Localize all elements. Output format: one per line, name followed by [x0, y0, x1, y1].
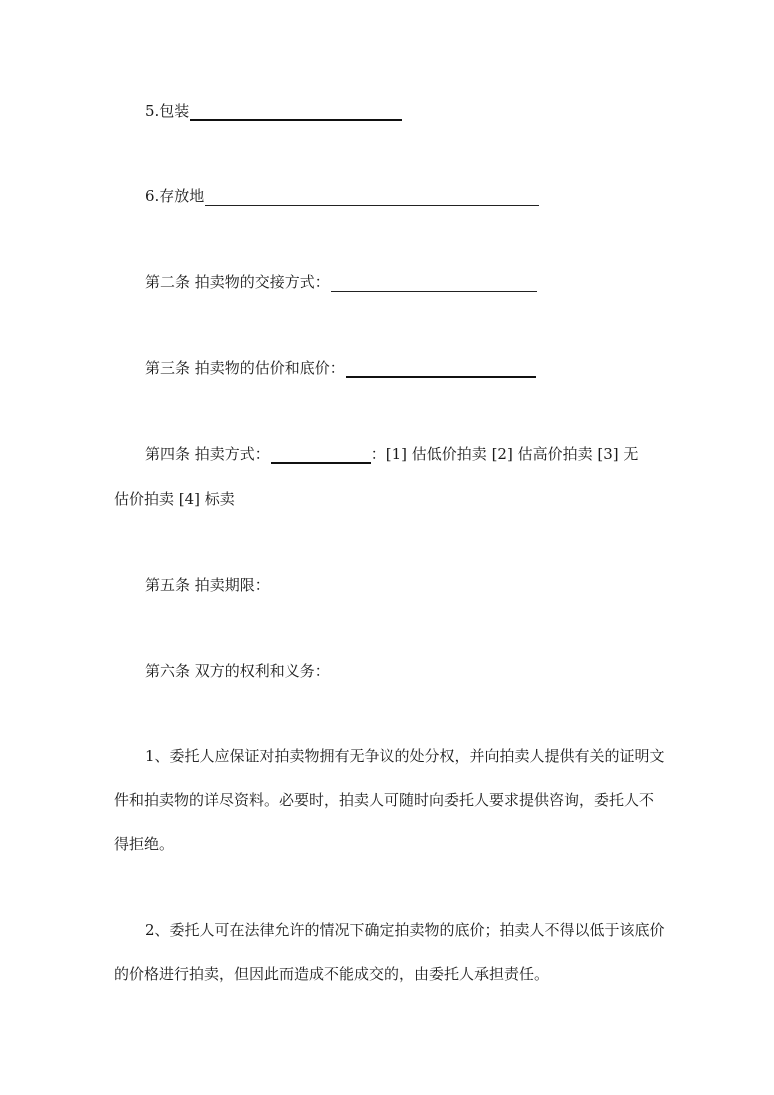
clause-1-row: 1、委托人应保证对拍卖物拥有无争议的处分权，并向拍卖人提供有关的证明文: [145, 747, 665, 765]
clause-2-row: 的价格进行拍卖，但因此而造成不能成交的，由委托人承担责任。: [114, 965, 550, 983]
item-5-label: 5.包装: [145, 102, 190, 120]
item-6-storage: [145, 186, 539, 206]
article-4-text: 第四条 拍卖方式：: [145, 445, 270, 463]
item-5-blank-line[interactable]: [190, 105, 402, 121]
article-6-text: 第六条 双方的权利和义务：: [145, 662, 330, 680]
clause-1: [114, 746, 665, 854]
article-4: [145, 444, 638, 464]
item-6-label: 6.存放地: [145, 187, 205, 205]
article-4-blank-line[interactable]: [271, 448, 371, 464]
article-3-blank-line[interactable]: [346, 362, 536, 378]
article-5-text: 第五条 拍卖期限：: [145, 576, 270, 594]
item-5-packaging: [145, 101, 402, 121]
article-4-options: ：[1] 估低价拍卖 [2] 估高价拍卖 [3] 无: [370, 445, 639, 463]
article-2: [145, 272, 537, 292]
article-4-options-continued: 估价拍卖 [4] 标卖: [114, 490, 235, 508]
article-6: [145, 661, 330, 681]
clause-1-row: 得拒绝。: [114, 835, 175, 853]
clause-2: [114, 920, 665, 984]
article-5: [145, 575, 270, 595]
article-2-text: 第二条 拍卖物的交接方式：: [145, 273, 330, 291]
article-3: [145, 358, 536, 378]
article-2-blank-line[interactable]: [331, 277, 537, 292]
article-4-continued: [114, 489, 235, 509]
clause-2-row: 2、委托人可在法律允许的情况下确定拍卖物的底价；拍卖人不得以低于该底价: [145, 921, 665, 939]
article-3-text: 第三条 拍卖物的估价和底价：: [145, 359, 345, 377]
item-6-blank-line[interactable]: [205, 191, 539, 206]
clause-1-row: 件和拍卖物的详尽资料。必要时，拍卖人可随时向委托人要求提供咨询，委托人不: [114, 791, 655, 809]
